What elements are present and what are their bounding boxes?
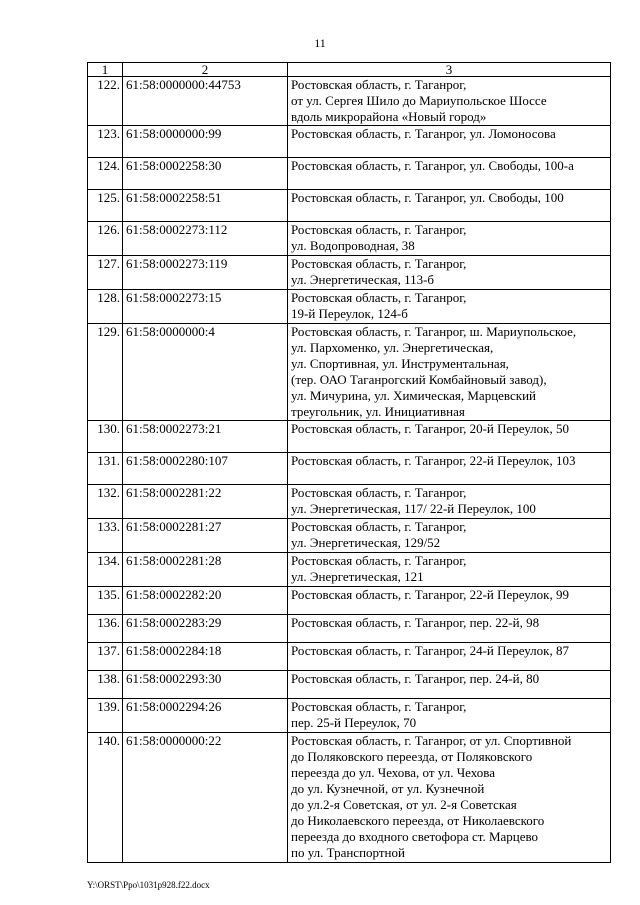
page-number: 11 [314,36,326,50]
table-row [88,615,611,643]
table-row [88,699,611,733]
table-row [88,126,611,158]
address: Ростовская область, г. Таганрог, 24-й Переулок, 87 [288,643,611,671]
address: Ростовская область, г. Таганрог, от ул. Сергея Шило до Мариупольское Шоссе вдоль микрорайона «Новый город» [288,77,611,126]
cadastral-number: 61:58:0002273:112 [123,222,288,256]
address: Ростовская область, г. Таганрог, ул. Энергетическая, 113-б [288,256,611,290]
column-header-3: 3 [288,63,611,77]
row-number: 125. [88,190,123,222]
table-row [88,453,611,485]
cadastral-number: 61:58:0002258:30 [123,158,288,190]
address: Ростовская область, г. Таганрог, ул. Энергетическая, 117/ 22-й Переулок, 100 [288,485,611,519]
address: Ростовская область, г. Таганрог, пер. 25-й Переулок, 70 [288,699,611,733]
column-header-2: 2 [123,63,288,77]
address: Ростовская область, г. Таганрог, пер. 22-й, 98 [288,615,611,643]
table-row [88,421,611,453]
table-row [88,485,611,519]
row-number: 139. [88,699,123,733]
column-header-1: 1 [88,63,123,77]
row-number: 129. [88,324,123,421]
row-number: 131. [88,453,123,485]
row-number: 140. [88,733,123,863]
table-row [88,77,611,126]
cadastral-number: 61:58:0002283:29 [123,615,288,643]
row-number: 128. [88,290,123,324]
cadastral-number: 61:58:0000000:99 [123,126,288,158]
address: Ростовская область, г. Таганрог, 20-й Переулок, 50 [288,421,611,453]
address: Ростовская область, г. Таганрог, пер. 24-й, 80 [288,671,611,699]
table-row [88,733,611,863]
cadastral-number: 61:58:0000000:44753 [123,77,288,126]
cadastral-number: 61:58:0002282:20 [123,587,288,615]
address: Ростовская область, г. Таганрог, ул. Энергетическая, 129/52 [288,519,611,553]
row-number: 136. [88,615,123,643]
table-row [88,256,611,290]
address: Ростовская область, г. Таганрог, 22-й Переулок, 103 [288,453,611,485]
address: Ростовская область, г. Таганрог, ул. Свободы, 100 [288,190,611,222]
address: Ростовская область, г. Таганрог, ш. Мариупольское, ул. Пархоменко, ул. Энергетическая, ул. Спортивная, ул. Инструментальная, (тер. ОАО Таганрогский Комбайновый завод), ул. Мичурина, ул. Химическая, Марцевский треугольник, ул. Инициативная [288,324,611,421]
cadastral-number: 61:58:0002280:107 [123,453,288,485]
table-row [88,158,611,190]
row-number: 132. [88,485,123,519]
row-number: 133. [88,519,123,553]
land-plots-table [87,62,611,863]
row-number: 130. [88,421,123,453]
table-row [88,190,611,222]
table-row [88,324,611,421]
row-number: 126. [88,222,123,256]
cadastral-number: 61:58:0002281:28 [123,553,288,587]
address: Ростовская область, г. Таганрог, 22-й Переулок, 99 [288,587,611,615]
cadastral-number: 61:58:0000000:22 [123,733,288,863]
address: Ростовская область, г. Таганрог, ул. Свободы, 100-а [288,158,611,190]
cadastral-number: 61:58:0002273:15 [123,290,288,324]
footer-file-path: Y:\ORST\Ppo\1031p928.f22.docx [87,880,210,890]
cadastral-number: 61:58:0002273:21 [123,421,288,453]
row-number: 138. [88,671,123,699]
row-number: 122. [88,77,123,126]
row-number: 127. [88,256,123,290]
cadastral-number: 61:58:0002294:26 [123,699,288,733]
address: Ростовская область, г. Таганрог, 19-й Переулок, 124-б [288,290,611,324]
address: Ростовская область, г. Таганрог, ул. Ломоносова [288,126,611,158]
cadastral-number: 61:58:0002284:18 [123,643,288,671]
table-row [88,671,611,699]
address: Ростовская область, г. Таганрог, ул. Энергетическая, 121 [288,553,611,587]
address: Ростовская область, г. Таганрог, от ул. Спортивной до Поляковского переезда, от Поляковского переезда до ул. Чехова, от ул. Чехова до ул. Кузнечной, от ул. Кузнечной до ул.2-я Советская, от ул. 2-я Советская до Николаевского переезда, от Николаевского переезда до входного светофора ст. Марцево по ул. Транспортной [288,733,611,863]
row-number: 124. [88,158,123,190]
cadastral-number: 61:58:0000000:4 [123,324,288,421]
cadastral-number: 61:58:0002273:119 [123,256,288,290]
row-number: 134. [88,553,123,587]
cadastral-number: 61:58:0002281:27 [123,519,288,553]
row-number: 137. [88,643,123,671]
table-row [88,643,611,671]
table-row [88,290,611,324]
table-row [88,519,611,553]
cadastral-number: 61:58:0002281:22 [123,485,288,519]
row-number: 135. [88,587,123,615]
address: Ростовская область, г. Таганрог, ул. Водопроводная, 38 [288,222,611,256]
cadastral-number: 61:58:0002258:51 [123,190,288,222]
cadastral-number: 61:58:0002293:30 [123,671,288,699]
table-row [88,222,611,256]
row-number: 123. [88,126,123,158]
table-header-row [88,63,611,77]
table-row [88,553,611,587]
table-row [88,587,611,615]
